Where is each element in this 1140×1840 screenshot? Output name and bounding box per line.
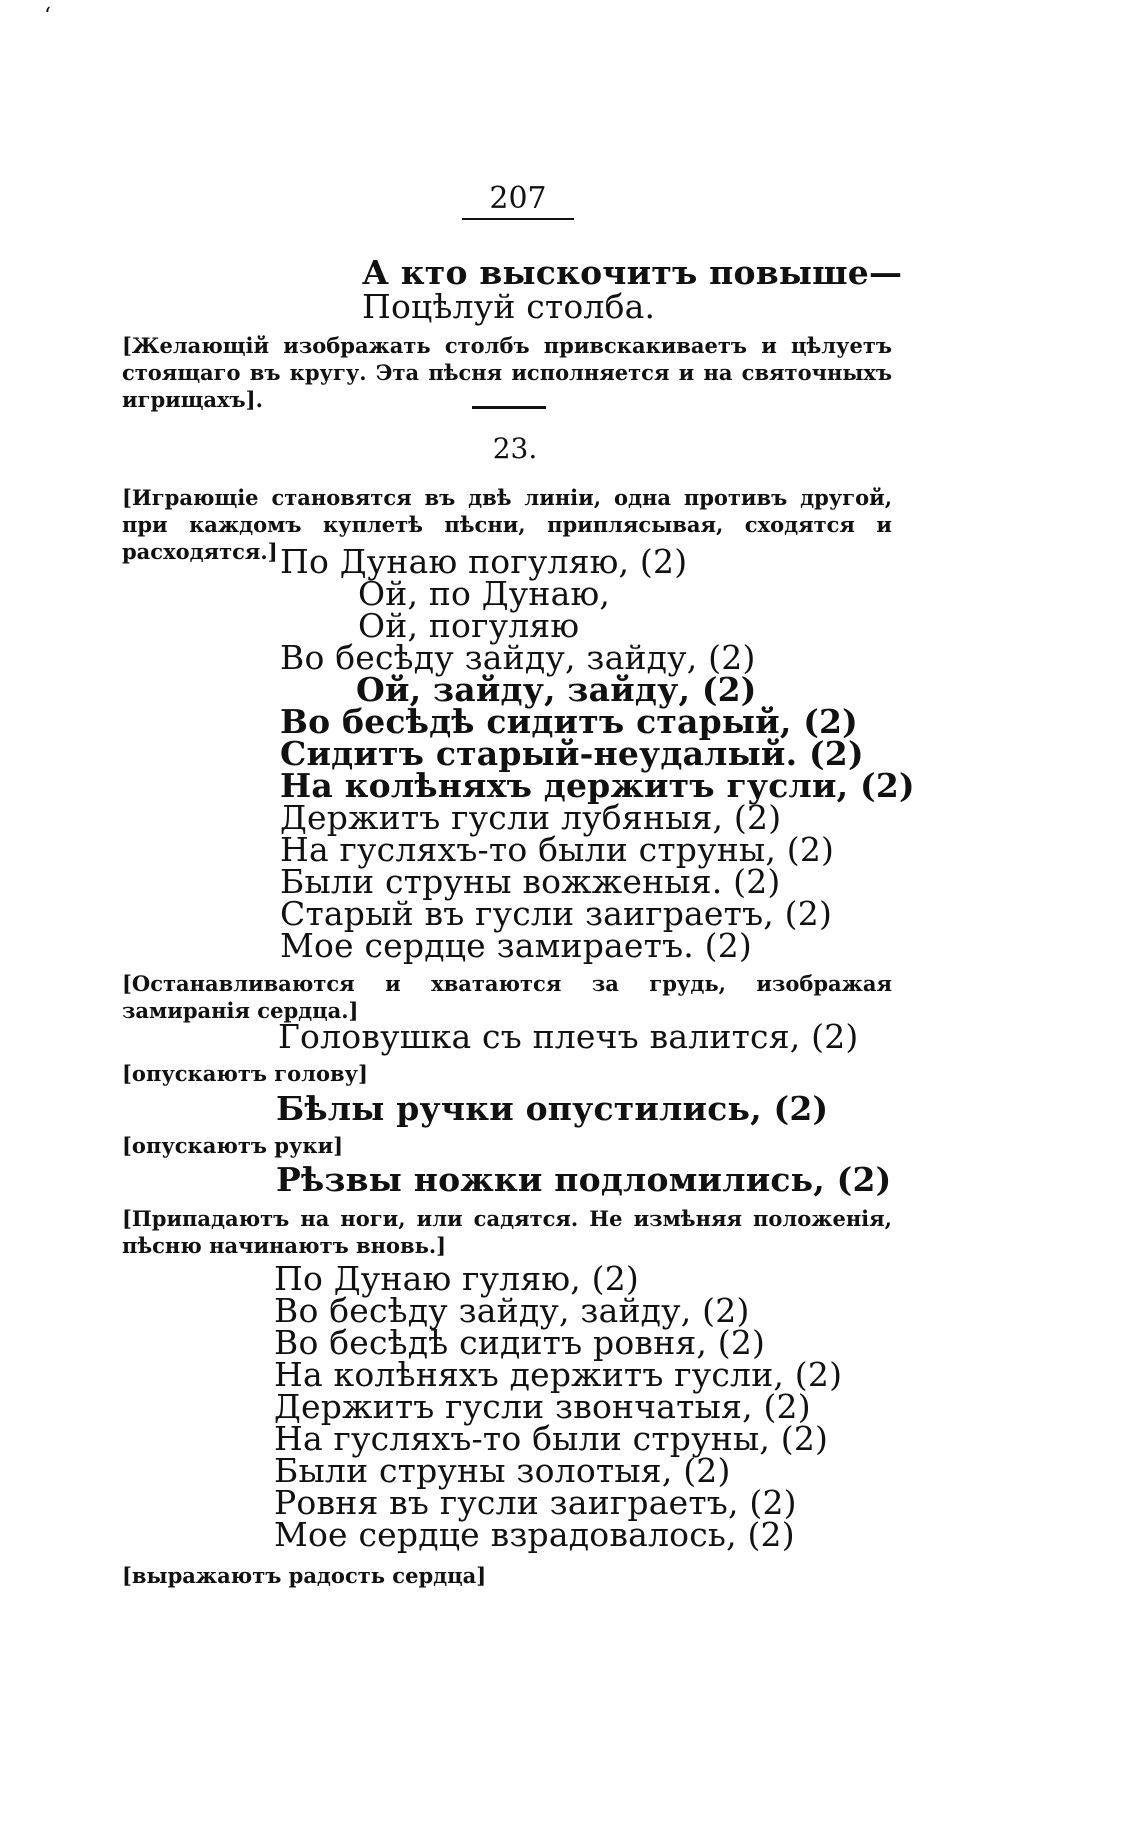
- verse-line: Были струны золотыя, (2): [274, 1451, 731, 1490]
- verse-line: Во бесѣдѣ сидитъ старый, (2): [280, 702, 858, 741]
- verse-line: На колѣняхъ держитъ гусли, (2): [280, 766, 915, 805]
- verse-line: По Дунаю гуляю, (2): [274, 1259, 640, 1298]
- section-number: 23.: [492, 432, 538, 465]
- section-divider: [472, 406, 546, 409]
- verse-line: Во бесѣду зайду, зайду, (2): [274, 1291, 750, 1330]
- verse-line: Держитъ гусли звончатыя, (2): [274, 1387, 811, 1426]
- page-number: 207: [489, 181, 547, 216]
- verse-line: А кто выскочитъ повыше—: [362, 253, 903, 292]
- verse-line: Ровня въ гусли заиграетъ, (2): [274, 1483, 797, 1522]
- stage-direction: [Останавливаются и хватаются за грудь, изображая замиранія сердца.]: [122, 971, 892, 1023]
- stage-direction: [Желающій изображать столбъ привскакиваетъ и цѣлуетъ стоящаго въ кругу. Эта пѣсня исполняется и на святочныхъ игрищахъ].: [122, 333, 892, 412]
- verse-line: Поцѣлуй столба.: [362, 287, 656, 326]
- verse-line: На гусляхъ-то были струны, (2): [274, 1419, 829, 1458]
- verse-line: Старый въ гусли заиграетъ, (2): [280, 894, 833, 933]
- verse-line: Ой, погуляю: [358, 606, 580, 645]
- stage-direction: [Играющіе становятся въ двѣ линіи, одна противъ другой, при каждомъ куплетѣ пѣсни, приплясывая, сходятся и расходятся.]: [122, 485, 892, 564]
- page-number-rule: [462, 218, 574, 220]
- verse-line: Были струны вожженыя. (2): [280, 862, 781, 901]
- verse-line: Мое сердце замираетъ. (2): [280, 926, 753, 965]
- verse-line: Во бесѣду зайду, зайду, (2): [280, 638, 756, 677]
- verse-line: Ой, по Дунаю,: [358, 574, 611, 613]
- stage-direction: [Припадаютъ на ноги, или садятся. Не измѣняя положенія, пѣсню начинаютъ вновь.]: [122, 1206, 892, 1258]
- verse-line: По Дунаю погуляю, (2): [280, 542, 688, 581]
- verse-line: Сидитъ старый-неудалый. (2): [280, 734, 864, 773]
- verse-line: Бѣлы ручки опустились, (2): [276, 1089, 829, 1128]
- verse-line: Во бесѣдѣ сидитъ ровня, (2): [274, 1323, 766, 1362]
- stage-direction: [опускаютъ руки]: [122, 1133, 344, 1158]
- verse-line: На колѣняхъ держитъ гусли, (2): [274, 1355, 843, 1394]
- verse-line: Рѣзвы ножки подломились, (2): [276, 1160, 892, 1199]
- stage-direction: [выражаютъ радость сердца]: [122, 1563, 487, 1588]
- verse-line: Головушка съ плечъ валится, (2): [278, 1017, 859, 1056]
- verse-line: На гусляхъ-то были струны, (2): [280, 830, 835, 869]
- corner-mark: ʻ: [44, 4, 51, 29]
- verse-line: Мое сердце взрадовалось, (2): [274, 1515, 795, 1554]
- verse-line: Держитъ гусли лубяныя, (2): [280, 798, 782, 837]
- verse-line: Ой, зайду, зайду, (2): [356, 670, 757, 709]
- stage-direction: [опускаютъ голову]: [122, 1061, 368, 1086]
